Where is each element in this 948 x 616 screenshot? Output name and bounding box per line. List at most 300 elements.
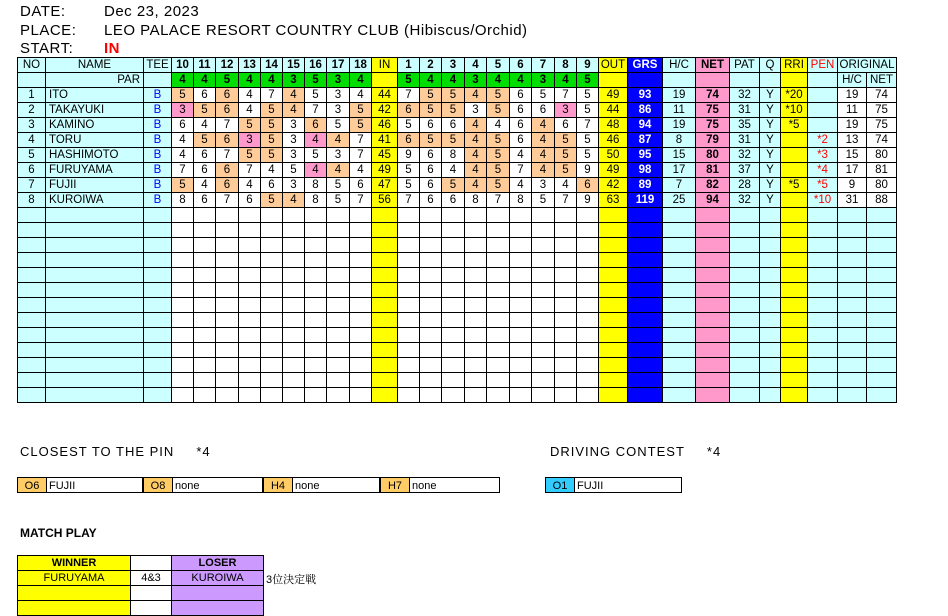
empty-cell (555, 268, 577, 283)
original-net: 75 (867, 103, 897, 118)
empty-row (18, 253, 897, 268)
empty-cell (372, 253, 398, 268)
empty-cell (781, 358, 808, 373)
original-hc: 17 (838, 163, 867, 178)
empty-cell (172, 343, 194, 358)
empty-cell (239, 388, 261, 403)
empty-cell (239, 208, 261, 223)
hole-score: 3 (327, 148, 350, 163)
empty-cell (663, 388, 696, 403)
empty-cell (283, 328, 305, 343)
closest-hole: H7 (381, 478, 410, 492)
start-line (20, 40, 120, 57)
empty-cell (696, 358, 730, 373)
col-orig-net: NET (867, 73, 897, 88)
empty-cell (487, 358, 510, 373)
closest-winner: none (175, 480, 200, 492)
empty-cell (730, 343, 760, 358)
empty-cell (398, 358, 420, 373)
place-line (20, 22, 528, 39)
original-hc: 31 (838, 193, 867, 208)
empty-cell (663, 223, 696, 238)
scorecard-table (17, 57, 897, 403)
empty-cell (510, 313, 532, 328)
hole-score: 6 (532, 103, 555, 118)
putts: 35 (730, 118, 760, 133)
hole-number: 15 (283, 58, 305, 73)
empty-cell (599, 238, 628, 253)
empty-cell (420, 313, 442, 328)
hole-score: 5 (487, 103, 510, 118)
col-grs: GRS (628, 58, 663, 73)
match-empty (131, 601, 172, 616)
empty-cell (398, 283, 420, 298)
empty-cell (239, 223, 261, 238)
hole-score: 5 (577, 133, 599, 148)
empty-cell (760, 328, 781, 343)
loser-header: LOSER (172, 556, 264, 571)
empty-cell (781, 298, 808, 313)
date-label: DATE: (20, 3, 66, 20)
hole-score: 6 (194, 163, 216, 178)
hole-score: 4 (465, 118, 487, 133)
hole-score: 7 (350, 193, 372, 208)
empty-cell (867, 373, 897, 388)
hole-score: 5 (261, 118, 283, 133)
empty-cell (781, 253, 808, 268)
hole-score: 7 (172, 163, 194, 178)
empty-cell (628, 223, 663, 238)
empty-cell (442, 298, 465, 313)
handicap: 8 (663, 133, 696, 148)
empty-cell (555, 343, 577, 358)
hole-score: 4 (283, 88, 305, 103)
empty-cell (663, 253, 696, 268)
player-tee: B (144, 163, 172, 178)
empty-cell (628, 283, 663, 298)
empty-cell (350, 238, 372, 253)
empty-cell (696, 328, 730, 343)
player-name: HASHIMOTO (46, 148, 144, 163)
hole-score: 5 (487, 88, 510, 103)
putts: 31 (730, 133, 760, 148)
empty-cell (510, 373, 532, 388)
empty-cell (327, 358, 350, 373)
empty-cell (760, 73, 781, 88)
empty-cell (350, 358, 372, 373)
in-total: 45 (372, 148, 398, 163)
empty-cell (442, 343, 465, 358)
empty-cell (216, 373, 239, 388)
empty-cell (305, 343, 327, 358)
player-no: 8 (18, 193, 46, 208)
empty-cell (398, 208, 420, 223)
empty-cell (867, 268, 897, 283)
out-total: 49 (599, 163, 628, 178)
empty-cell (487, 283, 510, 298)
hole-score: 6 (216, 133, 239, 148)
hole-score: 7 (555, 193, 577, 208)
col-tee: TEE (144, 58, 172, 73)
empty-cell (867, 358, 897, 373)
hole-score: 4 (283, 103, 305, 118)
empty-cell (781, 328, 808, 343)
par-label: PAR (46, 73, 144, 88)
hole-score: 7 (350, 148, 372, 163)
empty-cell (760, 358, 781, 373)
empty-cell (663, 208, 696, 223)
empty-cell (838, 208, 867, 223)
empty-cell (305, 298, 327, 313)
empty-cell (867, 223, 897, 238)
empty-cell (487, 238, 510, 253)
empty-cell (730, 373, 760, 388)
player-no: 6 (18, 163, 46, 178)
hole-score: 4 (465, 88, 487, 103)
player-tee: B (144, 103, 172, 118)
hole-score: 7 (510, 163, 532, 178)
empty-cell (599, 388, 628, 403)
empty-cell (838, 388, 867, 403)
out-total: 44 (599, 103, 628, 118)
empty-cell (760, 208, 781, 223)
empty-cell (18, 328, 46, 343)
empty-cell (46, 238, 144, 253)
original-net: 75 (867, 118, 897, 133)
empty-cell (555, 328, 577, 343)
empty-cell (216, 298, 239, 313)
hole-score: 6 (420, 118, 442, 133)
empty-cell (305, 313, 327, 328)
empty-cell (239, 298, 261, 313)
empty-cell (808, 343, 838, 358)
loser-name: KUROIWA (172, 571, 264, 586)
empty-cell (372, 373, 398, 388)
hole-score: 5 (442, 133, 465, 148)
hole-score: 9 (577, 193, 599, 208)
empty-cell (628, 73, 663, 88)
empty-cell (372, 238, 398, 253)
hole-score: 6 (194, 148, 216, 163)
player-no: 7 (18, 178, 46, 193)
penalty (808, 103, 838, 118)
hole-score: 3 (283, 133, 305, 148)
start-value: IN (104, 40, 120, 57)
empty-cell (838, 328, 867, 343)
empty-cell (577, 373, 599, 388)
in-total: 47 (372, 178, 398, 193)
col-name: NAME (46, 58, 144, 73)
empty-cell (442, 373, 465, 388)
winner-header: WINNER (18, 556, 131, 571)
par-value: 4 (510, 73, 532, 88)
col-pat: PAT (730, 58, 760, 73)
out-total: 42 (599, 178, 628, 193)
empty-cell (283, 373, 305, 388)
penalty: *3 (808, 148, 838, 163)
empty-cell (760, 283, 781, 298)
empty-cell (327, 238, 350, 253)
par-value: 5 (216, 73, 239, 88)
empty-cell (867, 283, 897, 298)
empty-cell (760, 313, 781, 328)
empty-cell (510, 268, 532, 283)
match-empty (131, 586, 172, 601)
empty-cell (261, 253, 283, 268)
empty-cell (144, 388, 172, 403)
empty-cell (283, 343, 305, 358)
hole-score: 5 (487, 178, 510, 193)
hole-score: 4 (465, 163, 487, 178)
net-score: 74 (696, 88, 730, 103)
hole-score: 5 (487, 148, 510, 163)
player-row (18, 193, 897, 208)
empty-cell (781, 268, 808, 283)
empty-cell (420, 253, 442, 268)
out-total: 46 (599, 133, 628, 148)
hole-score: 7 (577, 118, 599, 133)
empty-cell (172, 328, 194, 343)
empty-cell (18, 358, 46, 373)
col-q: Q (760, 58, 781, 73)
empty-cell (194, 298, 216, 313)
hole-score: 6 (420, 163, 442, 178)
empty-cell (532, 268, 555, 283)
empty-cell (194, 238, 216, 253)
empty-cell (663, 268, 696, 283)
penalty: *5 (808, 178, 838, 193)
empty-cell (532, 238, 555, 253)
empty-cell (283, 313, 305, 328)
net-score: 75 (696, 103, 730, 118)
empty-cell (194, 313, 216, 328)
empty-cell (808, 313, 838, 328)
player-tee: B (144, 133, 172, 148)
empty-cell (194, 268, 216, 283)
hole-number: 18 (350, 58, 372, 73)
empty-cell (838, 313, 867, 328)
player-no: 5 (18, 148, 46, 163)
original-net: 80 (867, 148, 897, 163)
rri-value: *5 (781, 178, 808, 193)
match-empty (172, 586, 264, 601)
empty-cell (350, 373, 372, 388)
player-no: 3 (18, 118, 46, 133)
empty-cell (628, 253, 663, 268)
empty-cell (465, 298, 487, 313)
empty-cell (730, 208, 760, 223)
empty-cell (599, 298, 628, 313)
hole-score: 5 (327, 178, 350, 193)
empty-cell (283, 268, 305, 283)
empty-cell (372, 208, 398, 223)
par-value: 4 (172, 73, 194, 88)
empty-cell (599, 73, 628, 88)
empty-cell (577, 298, 599, 313)
empty-cell (696, 73, 730, 88)
empty-cell (350, 268, 372, 283)
hole-score: 4 (172, 148, 194, 163)
hole-number: 3 (442, 58, 465, 73)
hole-score: 4 (239, 103, 261, 118)
empty-cell (663, 343, 696, 358)
empty-cell (696, 298, 730, 313)
match-title: MATCH PLAY (20, 526, 97, 540)
empty-cell (144, 268, 172, 283)
empty-cell (465, 343, 487, 358)
hole-score: 4 (305, 133, 327, 148)
empty-cell (510, 283, 532, 298)
hole-score: 4 (194, 178, 216, 193)
empty-cell (172, 373, 194, 388)
hole-score: 5 (194, 103, 216, 118)
empty-cell (532, 388, 555, 403)
hole-score: 6 (420, 193, 442, 208)
empty-cell (144, 223, 172, 238)
hole-score: 7 (239, 163, 261, 178)
empty-cell (781, 373, 808, 388)
player-row (18, 148, 897, 163)
hole-score: 5 (442, 178, 465, 193)
empty-cell (730, 313, 760, 328)
empty-cell (760, 238, 781, 253)
empty-cell (838, 253, 867, 268)
hole-score: 5 (555, 163, 577, 178)
closest-winner: FUJII (49, 480, 76, 492)
hole-score: 6 (194, 193, 216, 208)
empty-cell (628, 238, 663, 253)
empty-cell (420, 343, 442, 358)
hole-score: 5 (350, 103, 372, 118)
empty-cell (838, 223, 867, 238)
gross-score: 95 (628, 148, 663, 163)
empty-cell (760, 388, 781, 403)
empty-cell (838, 343, 867, 358)
hole-score: 5 (398, 163, 420, 178)
empty-cell (305, 238, 327, 253)
empty-cell (172, 268, 194, 283)
hole-score: 5 (442, 103, 465, 118)
empty-cell (465, 268, 487, 283)
empty-cell (487, 223, 510, 238)
hole-number: 11 (194, 58, 216, 73)
original-net: 81 (867, 163, 897, 178)
rri-value (781, 193, 808, 208)
hole-score: 8 (465, 193, 487, 208)
empty-cell (867, 253, 897, 268)
empty-cell (261, 343, 283, 358)
hole-score: 5 (577, 148, 599, 163)
empty-cell (239, 268, 261, 283)
empty-cell (663, 283, 696, 298)
par-value: 3 (532, 73, 555, 88)
empty-cell (305, 268, 327, 283)
driving-title-line (550, 444, 721, 459)
hole-score: 6 (510, 133, 532, 148)
qualified: Y (760, 88, 781, 103)
empty-cell (18, 223, 46, 238)
empty-cell (194, 223, 216, 238)
empty-cell (867, 343, 897, 358)
empty-cell (194, 253, 216, 268)
empty-cell (808, 358, 838, 373)
hole-score: 5 (398, 118, 420, 133)
empty-cell (18, 283, 46, 298)
qualified: Y (760, 193, 781, 208)
empty-cell (172, 238, 194, 253)
empty-cell (487, 253, 510, 268)
empty-cell (532, 253, 555, 268)
col-rri: RRI (781, 58, 808, 73)
empty-cell (487, 373, 510, 388)
empty-cell (730, 253, 760, 268)
empty-cell (283, 253, 305, 268)
empty-cell (465, 373, 487, 388)
empty-cell (442, 313, 465, 328)
empty-row (18, 373, 897, 388)
empty-cell (144, 373, 172, 388)
empty-cell (487, 268, 510, 283)
empty-cell (696, 208, 730, 223)
empty-cell (808, 223, 838, 238)
empty-cell (46, 358, 144, 373)
empty-cell (372, 358, 398, 373)
empty-cell (261, 298, 283, 313)
empty-cell (532, 313, 555, 328)
empty-cell (144, 358, 172, 373)
empty-row (18, 238, 897, 253)
date-value: Dec 23, 2023 (104, 3, 200, 20)
hole-score: 5 (577, 103, 599, 118)
empty-cell (577, 358, 599, 373)
player-no: 1 (18, 88, 46, 103)
empty-cell (239, 283, 261, 298)
empty-cell (663, 373, 696, 388)
empty-cell (487, 298, 510, 313)
empty-cell (305, 283, 327, 298)
out-total: 50 (599, 148, 628, 163)
putts: 28 (730, 178, 760, 193)
empty-cell (261, 373, 283, 388)
hole-number: 2 (420, 58, 442, 73)
closest-hole: H4 (264, 478, 293, 492)
empty-cell (239, 238, 261, 253)
hole-score: 6 (194, 88, 216, 103)
empty-cell (663, 358, 696, 373)
empty-cell (555, 253, 577, 268)
hole-score: 4 (555, 178, 577, 193)
handicap: 25 (663, 193, 696, 208)
par-value: 4 (442, 73, 465, 88)
empty-row (18, 208, 897, 223)
hole-number: 8 (555, 58, 577, 73)
empty-cell (696, 373, 730, 388)
empty-cell (442, 253, 465, 268)
empty-cell (398, 223, 420, 238)
empty-cell (18, 208, 46, 223)
empty-cell (420, 238, 442, 253)
hole-score: 7 (398, 193, 420, 208)
empty-cell (555, 223, 577, 238)
hole-score: 6 (216, 88, 239, 103)
closest-winner: none (295, 480, 320, 492)
rri-value: *20 (781, 88, 808, 103)
empty-cell (696, 283, 730, 298)
empty-row (18, 268, 897, 283)
empty-cell (442, 223, 465, 238)
empty-cell (838, 373, 867, 388)
empty-cell (398, 313, 420, 328)
